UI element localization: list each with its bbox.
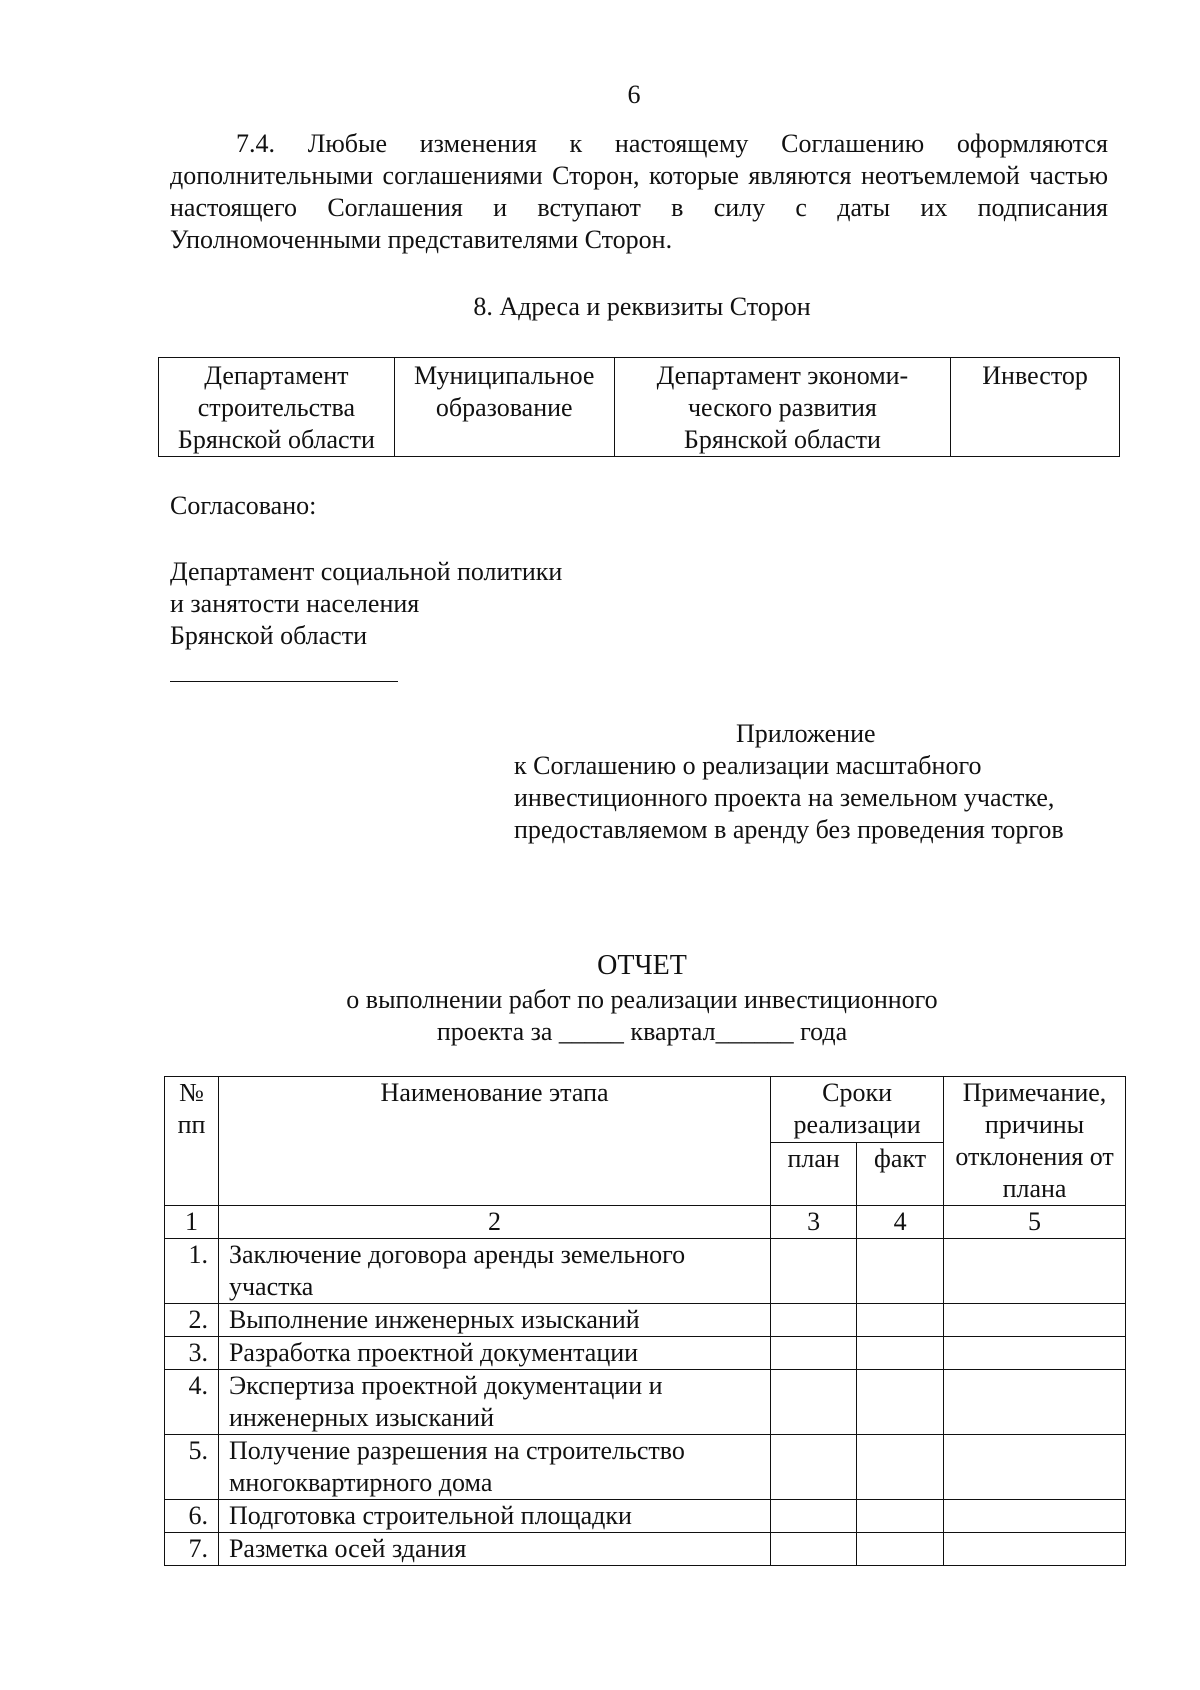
fact-cell — [857, 1435, 944, 1500]
plan-cell — [771, 1500, 857, 1533]
header-stage-name: Наименование этапа — [218, 1077, 770, 1206]
report-subtitle: о выполнении работ по реализации инвестиционного проекта за _____ квартал______ года — [346, 985, 938, 1046]
stage-name: Экспертиза проектной документации и инженерных изысканий — [218, 1370, 770, 1435]
note-cell — [944, 1435, 1126, 1500]
header-fact: факт — [857, 1142, 944, 1206]
table-row — [165, 1304, 1126, 1337]
agreed-label: Согласовано: — [170, 491, 317, 520]
page-number: 6 — [627, 80, 641, 109]
table-row — [165, 1337, 1126, 1370]
plan-cell — [771, 1337, 857, 1370]
table-row — [165, 1500, 1126, 1533]
note-cell — [944, 1239, 1126, 1304]
plan-cell — [771, 1435, 857, 1500]
header-num: № пп — [165, 1077, 219, 1206]
row-number: 5. — [165, 1435, 219, 1500]
col-number: 4 — [857, 1206, 944, 1239]
fact-cell — [857, 1500, 944, 1533]
report-title: ОТЧЕТ — [597, 950, 687, 981]
col-number: 1 — [165, 1206, 219, 1239]
agreed-department: Департамент социальной политики и занятости населения Брянской области — [170, 557, 563, 650]
stage-name: Получение разрешения на строительство многоквартирного дома — [218, 1435, 770, 1500]
note-cell — [944, 1304, 1126, 1337]
fact-cell — [857, 1337, 944, 1370]
paragraph-7-4 — [170, 128, 1108, 256]
table-row — [165, 1370, 1126, 1435]
col-number: 3 — [771, 1206, 857, 1239]
paragraph-7-4-text: 7.4. Любые изменения к настоящему Соглашению оформляются дополнительными соглашениями Сторон, которые являются неотъемлемой частью настоящего Соглашения и вступают в силу с даты их подписания Уполномоченными представителями Сторон. — [170, 129, 1108, 254]
header-note: Примечание, причины отклонения от плана — [944, 1077, 1126, 1206]
section-8-title: 8. Адреса и реквизиты Сторон — [473, 292, 811, 321]
row-number: 6. — [165, 1500, 219, 1533]
row-number: 7. — [165, 1533, 219, 1566]
row-number: 4. — [165, 1370, 219, 1435]
stage-name: Заключение договора аренды земельного участка — [218, 1239, 770, 1304]
plan-cell — [771, 1533, 857, 1566]
fact-cell — [857, 1239, 944, 1304]
table-row — [165, 1533, 1126, 1566]
party-economic-dept: Департамент экономи- ческого развития Брянской области — [614, 358, 950, 457]
col-number: 2 — [218, 1206, 770, 1239]
plan-cell — [771, 1304, 857, 1337]
table-row — [165, 1435, 1126, 1500]
note-cell — [944, 1370, 1126, 1435]
report-header-row — [165, 1077, 1126, 1143]
party-construction-dept: Департамент строительства Брянской области — [159, 358, 395, 457]
row-number: 2. — [165, 1304, 219, 1337]
appendix-block: Приложение к Соглашению о реализации масштабного инвестиционного проекта на земельном участке, предоставляемом в аренду без проведения торгов — [514, 719, 1064, 844]
note-cell — [944, 1337, 1126, 1370]
note-cell — [944, 1533, 1126, 1566]
row-number: 3. — [165, 1337, 219, 1370]
col-number: 5 — [944, 1206, 1126, 1239]
stage-name: Разметка осей здания — [218, 1533, 770, 1566]
table-row — [165, 1239, 1126, 1304]
fact-cell — [857, 1533, 944, 1566]
report-table — [164, 1076, 1126, 1566]
stage-name: Выполнение инженерных изысканий — [218, 1304, 770, 1337]
header-terms: Сроки реализации — [771, 1077, 944, 1143]
header-plan: план — [771, 1142, 857, 1206]
party-municipality: Муниципальное образование — [394, 358, 614, 457]
column-number-row — [165, 1206, 1126, 1239]
stage-name: Разработка проектной документации — [218, 1337, 770, 1370]
fact-cell — [857, 1304, 944, 1337]
fact-cell — [857, 1370, 944, 1435]
party-investor: Инвестор — [951, 358, 1120, 457]
signature-line — [170, 681, 398, 682]
appendix-title: Приложение — [736, 719, 876, 748]
plan-cell — [771, 1239, 857, 1304]
plan-cell — [771, 1370, 857, 1435]
row-number: 1. — [165, 1239, 219, 1304]
note-cell — [944, 1500, 1126, 1533]
parties-requisites-table — [158, 357, 1120, 457]
stage-name: Подготовка строительной площадки — [218, 1500, 770, 1533]
